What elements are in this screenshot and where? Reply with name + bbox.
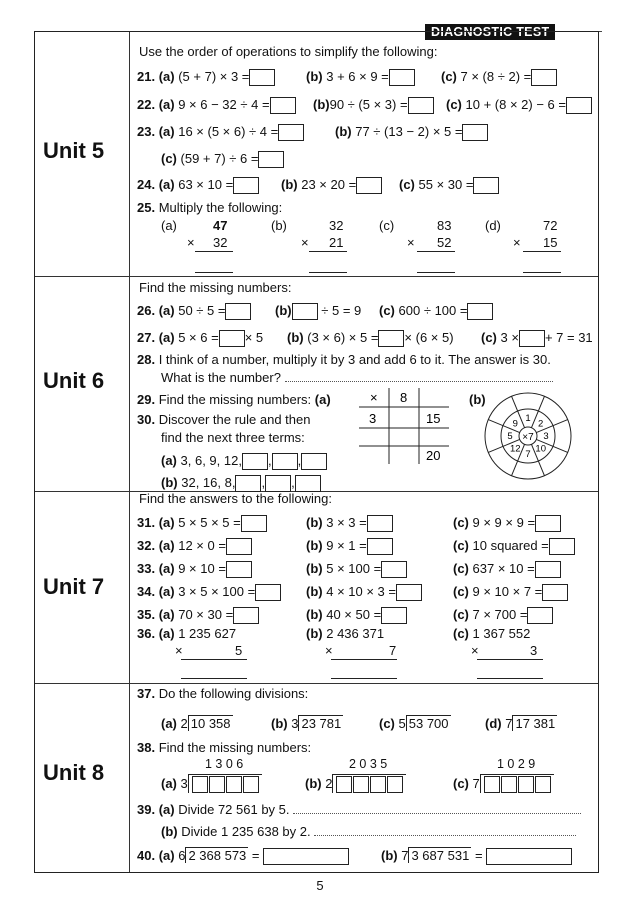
answer-box[interactable] xyxy=(519,330,545,347)
question-34b: (b) 4 × 10 × 3 = xyxy=(306,584,422,601)
question-26b: (b) ÷ 5 = 9 xyxy=(275,303,361,320)
wheel-number: 1 xyxy=(525,413,531,424)
answer-box[interactable] xyxy=(356,177,382,194)
answer-box[interactable] xyxy=(249,69,275,86)
question-24: 24. (a) 63 × 10 = xyxy=(137,177,259,194)
division-item: (a) 2 10 358 xyxy=(161,716,231,731)
question-31b: (b) 3 × 3 = xyxy=(306,515,393,532)
question-30-line2: find the next three terms: xyxy=(161,430,305,445)
question-27b: (b) (3 × 6) × 5 = × (6 × 5) xyxy=(287,330,454,347)
product-rule xyxy=(331,659,397,660)
multiplication-wheel xyxy=(483,391,573,481)
instruction: Find the answers to the following: xyxy=(139,491,332,506)
grid-operator: × xyxy=(370,390,378,405)
answer-box[interactable] xyxy=(473,177,499,194)
answer-box[interactable] xyxy=(242,453,268,470)
digit-box[interactable] xyxy=(518,776,534,793)
grid-cell: 20 xyxy=(426,448,441,463)
answer-box[interactable] xyxy=(263,848,349,865)
question-38: 38. Find the missing numbers: xyxy=(137,740,312,755)
question-34a: 34. (a) 3 × 5 × 100 = xyxy=(137,584,281,601)
grid-header: 8 xyxy=(400,390,408,405)
answer-box[interactable] xyxy=(258,151,284,168)
unit-6-label: Unit 6 xyxy=(43,368,105,393)
answer-line[interactable] xyxy=(285,381,553,382)
wheel-center: ×7 xyxy=(522,432,534,443)
answer-box[interactable] xyxy=(233,607,259,624)
answer-box[interactable] xyxy=(270,97,296,114)
product-rule xyxy=(195,251,233,252)
item-label: (a) xyxy=(161,218,177,233)
question-29b-label: (b) xyxy=(469,392,486,407)
times-sign: × xyxy=(187,235,195,250)
answer-box[interactable] xyxy=(408,97,434,114)
digit-box[interactable] xyxy=(336,776,352,793)
digit-box[interactable] xyxy=(484,776,500,793)
item-label: (b) xyxy=(271,218,287,233)
test-frame xyxy=(34,31,599,873)
question-34c: (c) 9 × 10 × 7 = xyxy=(453,584,568,601)
question-21c: (c) 7 × (8 ÷ 2) = xyxy=(441,69,557,86)
multiplicand: 32 xyxy=(329,218,344,233)
question-37: 37. Do the following divisions: xyxy=(137,686,309,701)
wheel-number: 12 xyxy=(510,443,521,455)
answer-box[interactable] xyxy=(292,303,318,320)
question-32a: 32. (a) 12 × 0 = xyxy=(137,538,252,555)
unit-column-divider xyxy=(129,32,130,872)
wheel-number: 5 xyxy=(507,431,513,442)
answer-box[interactable] xyxy=(241,515,267,532)
question-31a: 31. (a) 5 × 5 × 5 = xyxy=(137,515,267,532)
question-22c: (c) 10 + (8 × 2) − 6 = xyxy=(446,97,592,114)
answer-box[interactable] xyxy=(542,584,568,601)
answer-box[interactable] xyxy=(367,515,393,532)
times-sign: × xyxy=(407,235,415,250)
question-33a: 33. (a) 9 × 10 = xyxy=(137,561,252,578)
answer-line xyxy=(309,272,347,273)
question-22b: (b)90 ÷ (5 × 3) = xyxy=(313,97,434,114)
question-26: 26. (a) 50 ÷ 5 = xyxy=(137,303,251,320)
quotient: 1 0 2 9 xyxy=(497,757,536,771)
answer-box[interactable] xyxy=(225,303,251,320)
multiplicand: 72 xyxy=(543,218,558,233)
question-24c: (c) 55 × 30 = xyxy=(399,177,499,194)
answer-box[interactable] xyxy=(367,538,393,555)
division-item: (b) 3 23 781 xyxy=(271,716,342,731)
multiplier: 15 xyxy=(543,235,558,250)
answer-box[interactable] xyxy=(381,607,407,624)
times-sign: × xyxy=(513,235,521,250)
answer-box[interactable] xyxy=(226,561,252,578)
missing-division: (a) 3 xyxy=(161,774,262,793)
answer-box[interactable] xyxy=(535,561,561,578)
instruction: Use the order of operations to simplify the following: xyxy=(139,44,438,59)
unit-7-label: Unit 7 xyxy=(43,574,105,599)
digit-box[interactable] xyxy=(535,776,551,793)
answer-line[interactable] xyxy=(293,813,581,814)
digit-box[interactable] xyxy=(353,776,369,793)
answer-line xyxy=(523,272,561,273)
multiplier: 21 xyxy=(329,235,344,250)
diagnostic-test-header: DIAGNOSTIC TEST xyxy=(425,24,555,40)
answer-box[interactable] xyxy=(235,475,261,492)
question-27: 27. (a) 5 × 6 = × 5 xyxy=(137,330,263,347)
wheel-number: 10 xyxy=(535,443,546,455)
instruction: Find the missing numbers: xyxy=(139,280,292,295)
question-30b: (b) 32, 16, 8, , , xyxy=(161,475,321,492)
multiplier: 32 xyxy=(213,235,228,250)
multiplier: 7 xyxy=(389,643,397,658)
unit-divider xyxy=(35,683,598,684)
question-30: 30. Discover the rule and then xyxy=(137,412,311,427)
question-27c: (c) 3 × + 7 = 31 xyxy=(481,330,593,347)
answer-line xyxy=(331,678,397,679)
multiplier: 3 xyxy=(530,643,538,658)
question-35a: 35. (a) 70 × 30 = xyxy=(137,607,259,624)
digit-box[interactable] xyxy=(370,776,386,793)
quotient: 2 0 3 5 xyxy=(349,757,388,771)
answer-box[interactable] xyxy=(381,561,407,578)
product-rule xyxy=(181,659,247,660)
times-sign: × xyxy=(471,643,479,658)
question-33c: (c) 637 × 10 = xyxy=(453,561,561,578)
quotient: 1 3 0 6 xyxy=(205,757,244,771)
answer-box[interactable] xyxy=(486,848,572,865)
division-item: (d) 7 17 381 xyxy=(485,716,556,731)
item-label: (d) xyxy=(485,218,501,233)
answer-line[interactable] xyxy=(314,835,576,836)
question-36: 36. (a) 1 235 627 xyxy=(137,626,237,641)
question-40b: (b) 7 3 687 531 = xyxy=(381,848,572,865)
wheel-number: 9 xyxy=(512,418,518,430)
product-rule xyxy=(477,659,543,660)
multiplier: 52 xyxy=(437,235,452,250)
question-22: 22. (a) 9 × 6 − 32 ÷ 4 = xyxy=(137,97,296,114)
question-40: 40. (a) 6 2 368 573 = xyxy=(137,848,349,865)
answer-line xyxy=(181,678,247,679)
answer-box[interactable] xyxy=(527,607,553,624)
digit-box[interactable] xyxy=(209,776,225,793)
question-25: 25. Multiply the following: xyxy=(137,200,283,215)
answer-box[interactable] xyxy=(233,177,259,194)
wheel-number: 3 xyxy=(543,431,549,442)
question-33b: (b) 5 × 100 = xyxy=(306,561,407,578)
wheel-number: 7 xyxy=(525,449,531,460)
question-21: 21. (a) (5 + 7) × 3 = xyxy=(137,69,275,86)
answer-box[interactable] xyxy=(301,453,327,470)
answer-box[interactable] xyxy=(219,330,245,347)
answer-box[interactable] xyxy=(549,538,575,555)
question-30a: (a) 3, 6, 9, 12, , , xyxy=(161,453,327,470)
answer-box[interactable] xyxy=(396,584,422,601)
question-35b: (b) 40 × 50 = xyxy=(306,607,407,624)
answer-box[interactable] xyxy=(462,124,488,141)
division-item: (c) 5 53 700 xyxy=(379,716,449,731)
multiplication-grid xyxy=(359,388,479,464)
answer-box[interactable] xyxy=(566,97,592,114)
question-32b: (b) 9 × 1 = xyxy=(306,538,393,555)
answer-box[interactable] xyxy=(389,69,415,86)
product-rule xyxy=(309,251,347,252)
times-sign: × xyxy=(325,643,333,658)
item-label: (c) xyxy=(379,218,395,233)
digit-box[interactable] xyxy=(501,776,517,793)
answer-box[interactable] xyxy=(255,584,281,601)
question-39b: (b) Divide 1 235 638 by 2. xyxy=(161,824,576,840)
question-21b: (b) 3 + 6 × 9 = xyxy=(306,69,415,86)
question-32c: (c) 10 squared = xyxy=(453,538,575,555)
unit-8-label: Unit 8 xyxy=(43,760,105,785)
question-23c: (c) (59 + 7) ÷ 6 = xyxy=(161,151,284,168)
question-35c: (c) 7 × 700 = xyxy=(453,607,553,624)
question-26c: (c) 600 ÷ 100 = xyxy=(379,303,493,320)
question-28-line2: What is the number? xyxy=(161,370,553,386)
digit-box[interactable] xyxy=(226,776,242,793)
digit-box[interactable] xyxy=(243,776,259,793)
question-24b: (b) 23 × 20 = xyxy=(281,177,382,194)
page-number: 5 xyxy=(316,878,324,893)
answer-box[interactable] xyxy=(295,475,321,492)
answer-line xyxy=(195,272,233,273)
wheel-number: 2 xyxy=(538,418,544,430)
question-36c: (c) 1 367 552 xyxy=(453,626,531,641)
question-39: 39. (a) Divide 72 561 by 5. xyxy=(137,802,581,818)
answer-box[interactable] xyxy=(272,453,298,470)
grid-cell: 15 xyxy=(426,411,441,426)
times-sign: × xyxy=(175,643,183,658)
grid-row-header: 3 xyxy=(369,411,377,426)
answer-line xyxy=(417,272,455,273)
digit-box[interactable] xyxy=(387,776,403,793)
product-rule xyxy=(523,251,561,252)
answer-box[interactable] xyxy=(531,69,557,86)
missing-division: (b) 2 xyxy=(305,774,406,793)
product-rule xyxy=(417,251,455,252)
question-36b: (b) 2 436 371 xyxy=(306,626,385,641)
answer-line xyxy=(477,678,543,679)
question-23b: (b) 77 ÷ (13 − 2) × 5 = xyxy=(335,124,488,141)
answer-box[interactable] xyxy=(467,303,493,320)
answer-box[interactable] xyxy=(265,475,291,492)
multiplicand: 47 xyxy=(213,218,228,233)
answer-box[interactable] xyxy=(535,515,561,532)
answer-box[interactable] xyxy=(278,124,304,141)
unit-5-label: Unit 5 xyxy=(43,138,105,163)
question-29: 29. Find the missing numbers: (a) xyxy=(137,392,331,407)
question-31c: (c) 9 × 9 × 9 = xyxy=(453,515,561,532)
multiplicand: 83 xyxy=(437,218,452,233)
multiplier: 5 xyxy=(235,643,243,658)
times-sign: × xyxy=(301,235,309,250)
question-28: 28. I think of a number, multiply it by 3 and add 6 to it. The answer is 30. xyxy=(137,352,551,367)
missing-division: (c) 7 xyxy=(453,774,554,793)
answer-box[interactable] xyxy=(378,330,404,347)
digit-box[interactable] xyxy=(192,776,208,793)
unit-divider xyxy=(35,276,598,277)
question-23: 23. (a) 16 × (5 × 6) ÷ 4 = xyxy=(137,124,304,141)
answer-box[interactable] xyxy=(226,538,252,555)
